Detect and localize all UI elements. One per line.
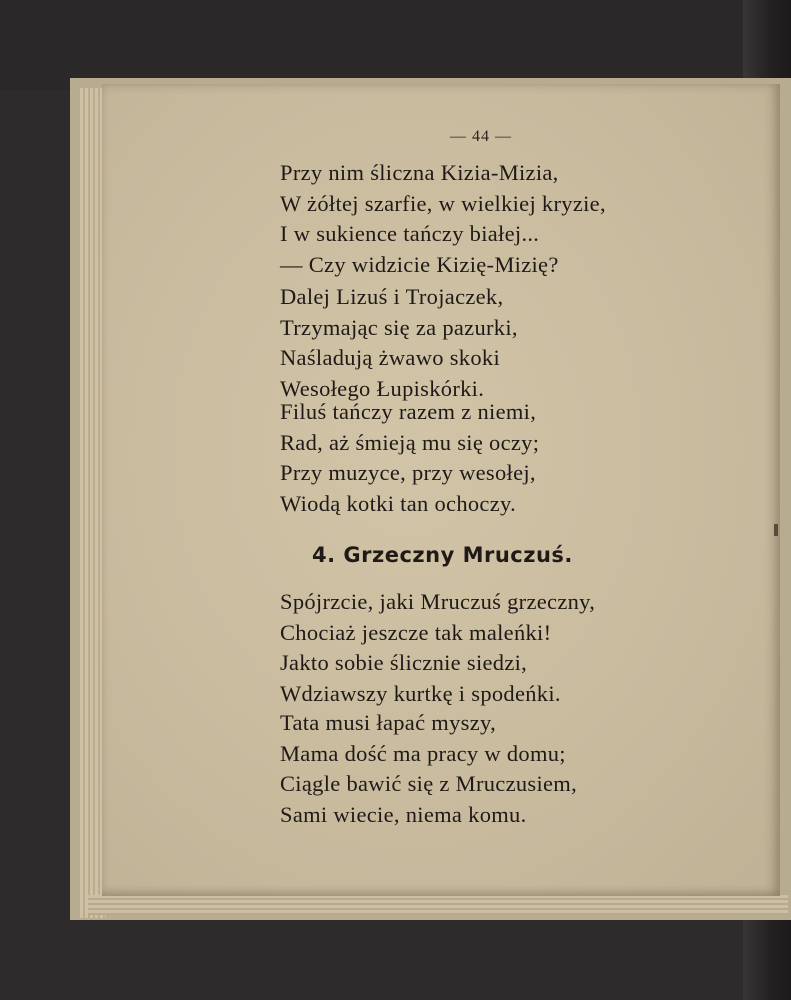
page-tear-mark xyxy=(774,524,778,536)
section-heading: 4. Grzeczny Mruczuś. xyxy=(312,543,573,567)
stanza xyxy=(280,397,539,519)
verse-line: — Czy widzicie Kizię-Mizię? xyxy=(280,251,559,277)
verse-line: Naśladują żwawo skoki xyxy=(280,345,500,370)
verse-line: Wesołego Łupiskórki. xyxy=(280,375,485,401)
verse-line: Wiodą kotki tan ochoczy. xyxy=(280,490,517,516)
verse-line: Sami wiecie, niema komu. xyxy=(280,801,527,827)
page-edges-bottom xyxy=(88,895,788,915)
verse-line: Przy muzyce, przy wesołej, xyxy=(280,460,536,485)
verse-line: W żółtej szarfie, w wielkiej kryzie, xyxy=(280,190,606,216)
verse-line: Przy nim śliczna Kizia-Mizia, xyxy=(280,160,559,185)
page-number: — 44 — xyxy=(450,128,512,145)
stanza xyxy=(280,708,577,830)
verse-line: Mama dość ma pracy w domu; xyxy=(280,740,566,766)
stanza xyxy=(280,282,518,404)
verse-line: Tata musi łapać myszy, xyxy=(280,710,496,735)
verse-line: Rad, aż śmieją mu się oczy; xyxy=(280,429,540,455)
book-page xyxy=(102,84,780,896)
verse-line: Chociaż jeszcze tak maleńki! xyxy=(280,619,552,645)
verse-line: Spójrzcie, jaki Mruczuś grzeczny, xyxy=(280,589,596,614)
verse-line: Jakto sobie ślicznie siedzi, xyxy=(280,650,528,675)
stanza xyxy=(280,587,595,709)
verse-line: Wdziawszy kurtkę i spodeńki. xyxy=(280,680,561,706)
verse-line: I w sukience tańczy białej... xyxy=(280,221,540,246)
verse-line: Ciągle bawić się z Mruczusiem, xyxy=(280,771,578,796)
stanza xyxy=(280,158,606,280)
verse-line: Filuś tańczy razem z niemi, xyxy=(280,399,537,424)
background-top xyxy=(0,0,791,90)
verse-line: Trzymając się za pazurki, xyxy=(280,314,518,340)
verse-line: Dalej Lizuś i Trojaczek, xyxy=(280,284,504,309)
